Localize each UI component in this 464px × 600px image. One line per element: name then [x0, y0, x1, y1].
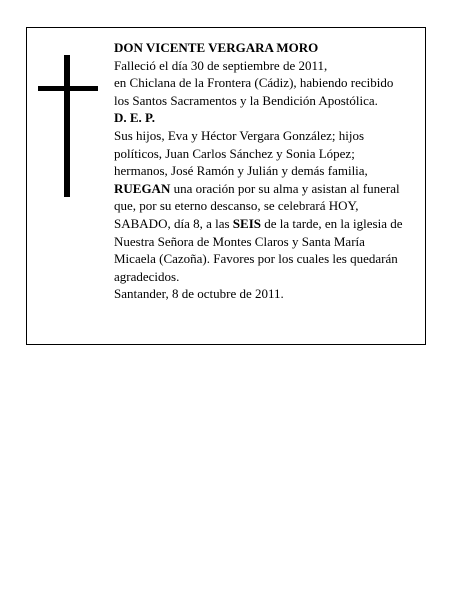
family-line-2: políticos, Juan Carlos Sánchez y Sonia López;	[114, 145, 355, 161]
request-line-3-pre: SABADO, día 8, a las	[114, 215, 233, 231]
request-line-6: agradecidos.	[114, 268, 180, 284]
obituary-notice	[26, 27, 426, 345]
death-line-3: los Santos Sacramentos y la Bendición Apostólica.	[114, 92, 378, 108]
rip-line: D. E. P.	[114, 110, 156, 126]
request-rest: una oración por su alma y asistan al funeral	[170, 180, 400, 196]
request-line-3-post: de la tarde, en la iglesia de	[261, 215, 403, 231]
death-line-2: en Chiclana de la Frontera (Cádiz), habiendo recibido	[114, 75, 394, 91]
family-line-3: hermanos, José Ramón y Julián y demás familia,	[114, 163, 368, 179]
seis-word: SEIS	[232, 215, 261, 231]
cross-vertical-bar	[64, 55, 70, 197]
request-line-1	[114, 180, 424, 198]
request-line-2: que, por su eterno descanso, se celebrará HOY,	[114, 198, 359, 214]
place-date: Santander, 8 de octubre de 2011.	[114, 286, 284, 302]
cross-icon	[38, 55, 98, 197]
cross-horizontal-bar	[38, 86, 98, 91]
request-line-4: Nuestra Señora de Montes Claros y Santa María	[114, 233, 365, 249]
death-line-1: Falleció el día 30 de septiembre de 2011,	[114, 57, 328, 73]
request-line-5: Micaela (Cazoña). Favores por los cuales les quedarán	[114, 251, 398, 267]
deceased-name: DON VICENTE VERGARA MORO	[114, 40, 319, 55]
ruegan-word: RUEGAN	[114, 180, 171, 196]
notice-text	[114, 39, 424, 303]
request-line-3	[114, 215, 424, 233]
family-line-1: Sus hijos, Eva y Héctor Vergara González; hijos	[114, 127, 365, 143]
